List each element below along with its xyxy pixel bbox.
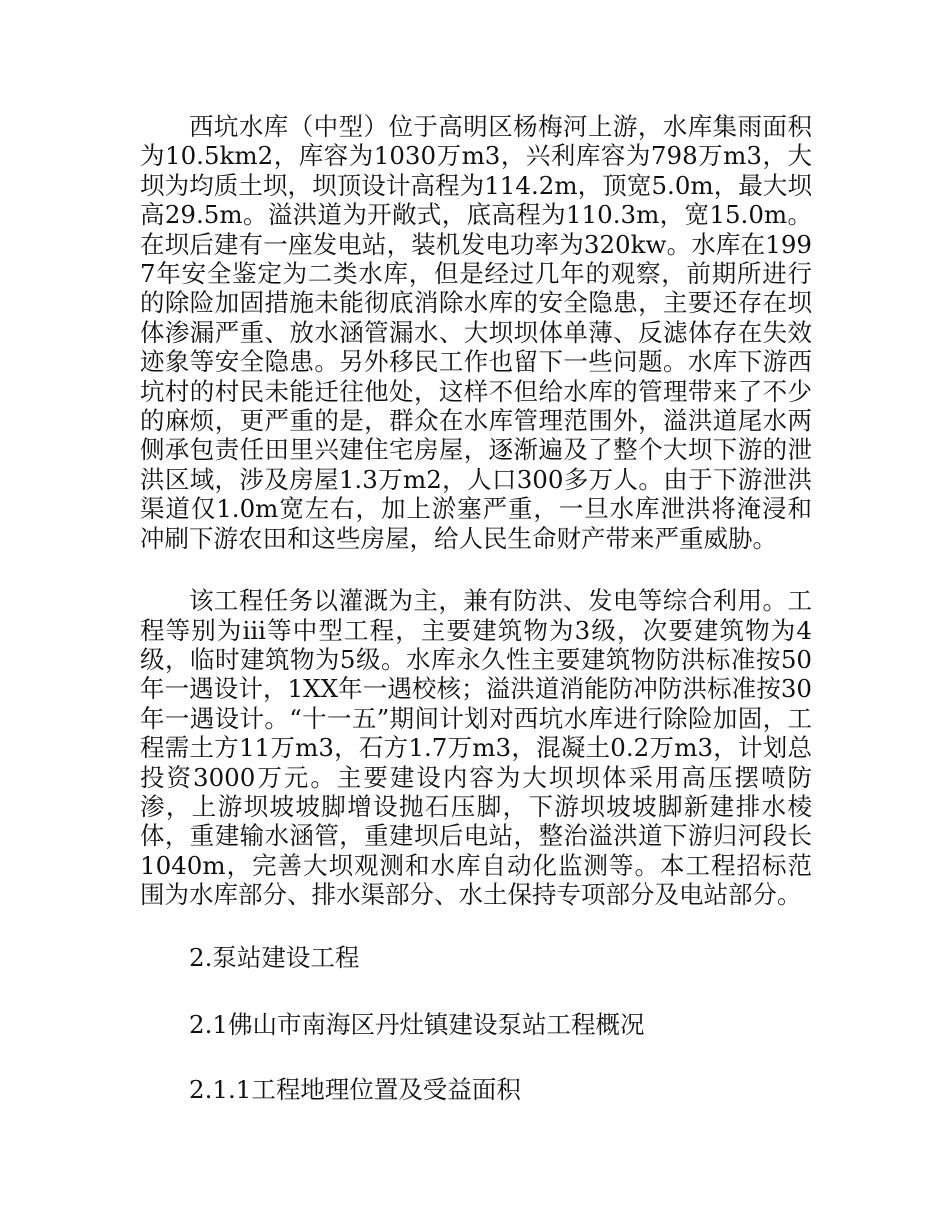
section-heading-pump-station: 2.泵站建设工程: [189, 942, 360, 972]
subsection-heading-dandzao-overview: 2.1佛山市南海区丹灶镇建设泵站工程概况: [189, 1009, 645, 1039]
document-body: [140, 112, 812, 1138]
paragraph-xikeng-reservoir-overview: 西坑水库（中型）位于高明区杨梅河上游，水库集雨面积为10.5km2，库容为1030万m3，兴利库容为798万m3，大坝为均质土坝，坝顶设计高程为114.2m，顶宽5.0m，最大坝高29.5m。溢洪道为开敞式，底高程为110.3m，宽15.0m。在坝后建有一座发电站，装机发电功率为320kw。水库在1997年安全鉴定为二类水库，但是经过几年的观察，前期所进行的除险加固措施未能彻底消除水库的安全隐患，主要还存在坝体渗漏严重、放水涵管漏水、大坝坝体单薄、反滤体存在失效迹象等安全隐患。另外移民工作也留下一些问题。水库下游西坑村的村民未能迁往他处，这样不但给水库的管理带来了不少的麻烦，更严重的是，群众在水库管理范围外，溢洪道尾水两侧承包责任田里兴建住宅房屋，逐渐遍及了整个大坝下游的泄洪区域，涉及房屋1.3万m2，人口300多万人。由于下游泄洪渠道仅1.0m宽左右，加上淤塞严重，一旦水库泄洪将淹浸和冲刷下游农田和这些房屋，给人民生命财产带来严重威胁。: [140, 112, 812, 553]
paragraph-project-tasks: 该工程任务以灌溉为主，兼有防洪、发电等综合利用。工程等别为iii等中型工程，主要建筑物为3级，次要建筑物为4级，临时建筑物为5级。水库永久性主要建筑物防洪标准按50年一遇设计，1XX年一遇校核；溢洪道消能防冲防洪标准按30年一遇设计。“十一五”期间计划对西坑水库进行除险加固，工程需土方11万m3，石方1.7万m3，混凝土0.2万m3，计划总投资3000万元。主要建设内容为大坝坝体采用高压摆喷防渗，上游坝坡坡脚增设抛石压脚，下游坝坡坡脚新建排水棱体，重建输水涵管，重建坝后电站，整治溢洪道下游归河段长1040m，完善大坝观测和水库自动化监测等。本工程招标范围为水库部分、排水渠部分、水土保持专项部分及电站部分。: [140, 586, 812, 910]
subsubsection-heading-location: 2.1.1工程地理位置及受益面积: [189, 1075, 521, 1105]
